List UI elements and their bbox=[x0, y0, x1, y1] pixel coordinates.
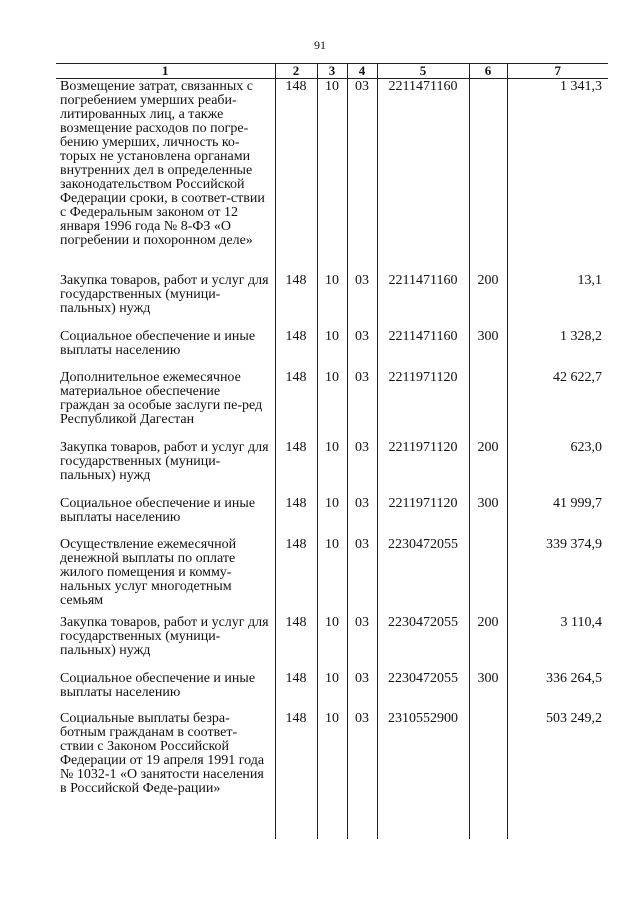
header-col-3: 3 bbox=[317, 64, 347, 79]
row-section: 10 bbox=[317, 329, 347, 370]
row-code-admin: 148 bbox=[275, 329, 317, 370]
table-row bbox=[56, 615, 608, 671]
row-code-admin: 148 bbox=[275, 671, 317, 711]
row-code-admin: 148 bbox=[275, 496, 317, 537]
table-row bbox=[56, 440, 608, 496]
row-name: Социальное обеспечение и иные выплаты населению bbox=[60, 670, 256, 700]
row-target-article: 2230472055 bbox=[377, 671, 469, 711]
row-amount: 623,0 bbox=[507, 440, 608, 496]
row-name: Возмещение затрат, связанных с погребением умерших реаби-литированных лиц, а также возмещение расходов по погре-бению умерших, личность ко-торых не установлена органами внутренних дел в определенные законодательством Российской Федерации сроки, в соответ-ствии с Федеральным законом от 12 января 1996 года № 8-ФЗ «О погребении и похоронном деле» bbox=[60, 79, 265, 248]
row-target-article: 2211471160 bbox=[377, 79, 469, 273]
table-row bbox=[56, 329, 608, 370]
header-col-7: 7 bbox=[507, 64, 608, 79]
row-name: Закупка товаров, работ и услуг для государственных (муници-пальных) нужд bbox=[60, 272, 269, 316]
row-section: 10 bbox=[317, 370, 347, 440]
row-expense-type: 200 bbox=[469, 440, 507, 496]
row-target-article: 2211971120 bbox=[377, 440, 469, 496]
table-row bbox=[56, 273, 608, 329]
row-subsection: 03 bbox=[347, 370, 377, 440]
row-subsection: 03 bbox=[347, 496, 377, 537]
row-amount: 3 110,4 bbox=[507, 615, 608, 671]
table-row bbox=[56, 79, 608, 273]
table-row bbox=[56, 496, 608, 537]
table-row bbox=[56, 671, 608, 711]
table-row bbox=[56, 537, 608, 615]
row-amount: 339 374,9 bbox=[507, 537, 608, 615]
row-target-article: 2230472055 bbox=[377, 537, 469, 615]
row-target-article: 2211971120 bbox=[377, 370, 469, 440]
page-number: 91 bbox=[314, 38, 326, 52]
header-col-6: 6 bbox=[469, 64, 507, 79]
row-target-article: 2310552900 bbox=[377, 711, 469, 839]
row-section: 10 bbox=[317, 273, 347, 329]
budget-table bbox=[56, 63, 608, 839]
row-subsection: 03 bbox=[347, 671, 377, 711]
row-code-admin: 148 bbox=[275, 615, 317, 671]
row-code-admin: 148 bbox=[275, 370, 317, 440]
row-expense-type: 200 bbox=[469, 273, 507, 329]
row-expense-type bbox=[469, 711, 507, 839]
row-section: 10 bbox=[317, 671, 347, 711]
row-code-admin: 148 bbox=[275, 711, 317, 839]
row-code-admin: 148 bbox=[275, 273, 317, 329]
row-expense-type: 300 bbox=[469, 671, 507, 711]
row-amount: 13,1 bbox=[507, 273, 608, 329]
row-target-article: 2211471160 bbox=[377, 273, 469, 329]
row-section: 10 bbox=[317, 79, 347, 273]
row-code-admin: 148 bbox=[275, 440, 317, 496]
row-expense-type: 300 bbox=[469, 329, 507, 370]
row-name: Социальное обеспечение и иные выплаты населению bbox=[60, 328, 256, 358]
row-expense-type: 300 bbox=[469, 496, 507, 537]
row-subsection: 03 bbox=[347, 615, 377, 671]
row-code-admin: 148 bbox=[275, 79, 317, 273]
row-section: 10 bbox=[317, 711, 347, 839]
row-section: 10 bbox=[317, 440, 347, 496]
row-subsection: 03 bbox=[347, 79, 377, 273]
header-col-1: 1 bbox=[56, 64, 275, 79]
row-subsection: 03 bbox=[347, 329, 377, 370]
header-col-4: 4 bbox=[347, 64, 377, 79]
row-amount: 42 622,7 bbox=[507, 370, 608, 440]
row-section: 10 bbox=[317, 537, 347, 615]
header-col-5: 5 bbox=[377, 64, 469, 79]
table-row bbox=[56, 370, 608, 440]
row-name: Закупка товаров, работ и услуг для государственных (муници-пальных) нужд bbox=[60, 614, 269, 658]
row-code-admin: 148 bbox=[275, 537, 317, 615]
table-row bbox=[56, 711, 608, 839]
header-row bbox=[56, 64, 608, 79]
row-subsection: 03 bbox=[347, 711, 377, 839]
row-name: Дополнительное ежемесячное материальное обеспечение граждан за особые заслуги пе-ред Республикой Дагестан bbox=[60, 369, 263, 427]
row-section: 10 bbox=[317, 615, 347, 671]
row-expense-type: 200 bbox=[469, 615, 507, 671]
header-col-2: 2 bbox=[275, 64, 317, 79]
row-name: Социальное обеспечение и иные выплаты населению bbox=[60, 495, 256, 525]
row-subsection: 03 bbox=[347, 273, 377, 329]
row-expense-type bbox=[469, 537, 507, 615]
row-name: Социальные выплаты безра-ботным гражданам в соответ-ствии с Законом Российской Федерации от 19 апреля 1991 года № 1032-1 «О занятости населения в Российской Феде-рации» bbox=[60, 710, 265, 796]
row-amount: 1 328,2 bbox=[507, 329, 608, 370]
row-section: 10 bbox=[317, 496, 347, 537]
row-amount: 41 999,7 bbox=[507, 496, 608, 537]
row-subsection: 03 bbox=[347, 440, 377, 496]
row-target-article: 2211971120 bbox=[377, 496, 469, 537]
row-amount: 336 264,5 bbox=[507, 671, 608, 711]
row-target-article: 2230472055 bbox=[377, 615, 469, 671]
row-expense-type bbox=[469, 79, 507, 273]
row-target-article: 2211471160 bbox=[377, 329, 469, 370]
row-name: Осуществление ежемесячной денежной выплаты по оплате жилого помещения и комму-нальных услуг многодетным семьям bbox=[60, 536, 237, 608]
row-amount: 1 341,3 bbox=[507, 79, 608, 273]
row-amount: 503 249,2 bbox=[507, 711, 608, 839]
row-expense-type bbox=[469, 370, 507, 440]
row-name: Закупка товаров, работ и услуг для государственных (муници-пальных) нужд bbox=[60, 439, 269, 483]
row-subsection: 03 bbox=[347, 537, 377, 615]
